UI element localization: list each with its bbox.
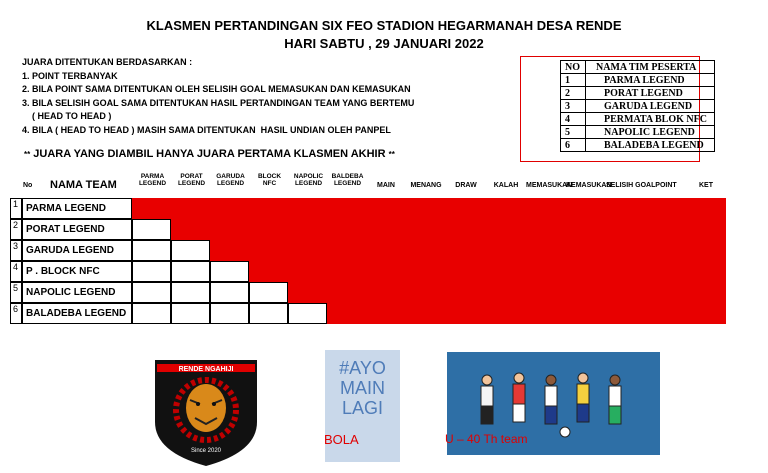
match-cell	[132, 219, 171, 240]
stats-cells	[366, 240, 726, 261]
stats-cells	[366, 261, 726, 282]
match-cell	[132, 198, 171, 219]
team-list-name: NAPOLIC LEGEND	[586, 126, 715, 139]
row-team-name: PORAT LEGEND	[22, 219, 132, 240]
match-cell	[327, 198, 366, 219]
stat-header: POINT	[655, 182, 677, 189]
match-cell	[288, 240, 327, 261]
team-list-name: PARMA LEGEND	[586, 74, 715, 87]
match-cell	[210, 219, 249, 240]
match-cell	[288, 198, 327, 219]
row-team-name: GARUDA LEGEND	[22, 240, 132, 261]
stats-cells	[366, 282, 726, 303]
match-cell	[327, 261, 366, 282]
svg-text:RENDE NGAHIJI: RENDE NGAHIJI	[178, 366, 234, 373]
stat-header: MAIN	[377, 182, 395, 189]
team-list-name: BALADEBA LEGEND	[586, 139, 715, 152]
row-number: 4	[10, 261, 22, 282]
row-number: 1	[10, 198, 22, 219]
match-cell	[132, 240, 171, 261]
team-list-no: 2	[561, 87, 586, 100]
standings-row	[10, 261, 726, 282]
team-list-no: 3	[561, 100, 586, 113]
standings-row	[10, 198, 726, 219]
logo-text: #AYO	[339, 358, 386, 378]
stats-cells	[366, 303, 726, 324]
rule-item: 4. BILA ( HEAD TO HEAD ) MASIH SAMA DITENTUKAN HASIL UNDIAN OLEH PANPEL	[22, 124, 391, 135]
match-cell	[249, 240, 288, 261]
match-cell	[327, 240, 366, 261]
match-cell	[171, 240, 210, 261]
match-cell	[288, 219, 327, 240]
standings-table	[10, 172, 726, 320]
team-list-no: 1	[561, 74, 586, 87]
rule-item: 2. BILA POINT SAMA DITENTUKAN OLEH SELISIH GOAL MEMASUKAN DAN KEMASUKAN	[22, 84, 411, 94]
stat-header: MENANG	[410, 182, 442, 189]
standings-row	[10, 219, 726, 240]
row-number: 6	[10, 303, 22, 324]
rules-block	[22, 56, 414, 137]
rule-item: 1. POINT TERBANYAK	[22, 70, 118, 81]
team-list-name: GARUDA LEGEND	[586, 100, 715, 113]
rules-heading: JUARA DITENTUKAN BERDASARKAN :	[22, 57, 193, 67]
note-text: JUARA YANG DIAMBIL HANYA JUARA PERTAMA KLASMEN AKHIR	[33, 148, 386, 160]
match-cell	[132, 282, 171, 303]
team-list-name-header: NAMA TIM PESERTA	[586, 61, 715, 74]
stats-cells	[366, 198, 726, 219]
champion-note	[24, 148, 395, 160]
match-cell	[210, 240, 249, 261]
stat-header: DRAW	[455, 182, 477, 189]
match-cell	[327, 282, 366, 303]
match-cell	[132, 303, 171, 324]
team-list-table	[560, 60, 715, 152]
match-cell	[288, 261, 327, 282]
row-team-name: NAPOLIC LEGEND	[22, 282, 132, 303]
opponent-header: PORAT LEGEND	[177, 173, 206, 187]
logo-text: MAIN	[340, 378, 385, 398]
team-list-no-header: NO	[561, 61, 586, 74]
opponent-header: BLOCK NFC	[257, 173, 282, 187]
logo-text: LAGI	[341, 398, 384, 418]
rule-item: ( HEAD TO HEAD )	[22, 111, 112, 121]
stat-header: KET	[699, 182, 713, 189]
team-list-no: 4	[561, 113, 586, 126]
match-cell	[288, 282, 327, 303]
stat-header: KEMASUKAN	[566, 182, 612, 189]
row-number: 2	[10, 219, 22, 240]
match-cell	[132, 261, 171, 282]
match-cell	[210, 261, 249, 282]
col-no-header: No	[23, 182, 33, 189]
match-cell	[210, 282, 249, 303]
col-team-header: NAMA TEAM	[50, 179, 117, 191]
team-list-name: PORAT LEGEND	[586, 87, 715, 100]
match-cell	[171, 198, 210, 219]
match-cell	[210, 303, 249, 324]
page-title: KLASMEN PERTANDINGAN SIX FEO STADION HEGARMANAH DESA RENDE	[146, 18, 622, 33]
stat-header: MEMASUKAN	[526, 182, 573, 189]
club-logo	[145, 352, 267, 468]
u40-label: U – 40 Th team	[445, 432, 528, 446]
match-cell	[288, 303, 327, 324]
row-number: 5	[10, 282, 22, 303]
standings-row	[10, 303, 726, 324]
stat-header: KALAH	[493, 182, 519, 189]
row-number: 3	[10, 240, 22, 261]
opponent-header: BALDEBA LEGEND	[331, 173, 364, 187]
opponent-header: PARMA LEGEND	[138, 173, 167, 187]
match-cell	[171, 303, 210, 324]
match-cell	[171, 261, 210, 282]
match-cell	[249, 261, 288, 282]
match-cell	[327, 219, 366, 240]
match-cell	[249, 219, 288, 240]
team-list-no: 5	[561, 126, 586, 139]
match-cell	[210, 198, 249, 219]
match-cell	[249, 282, 288, 303]
team-list-no: 6	[561, 139, 586, 152]
row-team-name: BALADEBA LEGEND	[22, 303, 132, 324]
stats-cells	[366, 219, 726, 240]
row-team-name: PARMA LEGEND	[22, 198, 132, 219]
page-subtitle: HARI SABTU , 29 JANUARI 2022	[284, 36, 484, 51]
rule-item: 3. BILA SELISIH GOAL SAMA DITENTUKAN HASIL PERTANDINGAN TEAM YANG BERTEMU	[22, 97, 415, 108]
standings-row	[10, 282, 726, 303]
stat-header: SELISIH GOAL	[606, 182, 656, 189]
bola-label: BOLA	[324, 432, 359, 447]
match-cell	[249, 198, 288, 219]
opponent-header: GARUDA LEGEND	[216, 173, 245, 187]
opponent-header: NAPOLIC LEGEND	[293, 173, 324, 187]
match-cell	[171, 219, 210, 240]
note-star-end: **	[388, 150, 395, 159]
standings-row	[10, 240, 726, 261]
note-star: **	[24, 150, 31, 159]
row-team-name: P . BLOCK NFC	[22, 261, 132, 282]
team-list-name: PERMATA BLOK NFC	[586, 113, 715, 126]
match-cell	[249, 303, 288, 324]
match-cell	[171, 282, 210, 303]
svg-text:Since 2020: Since 2020	[190, 448, 222, 454]
match-cell	[327, 303, 366, 324]
